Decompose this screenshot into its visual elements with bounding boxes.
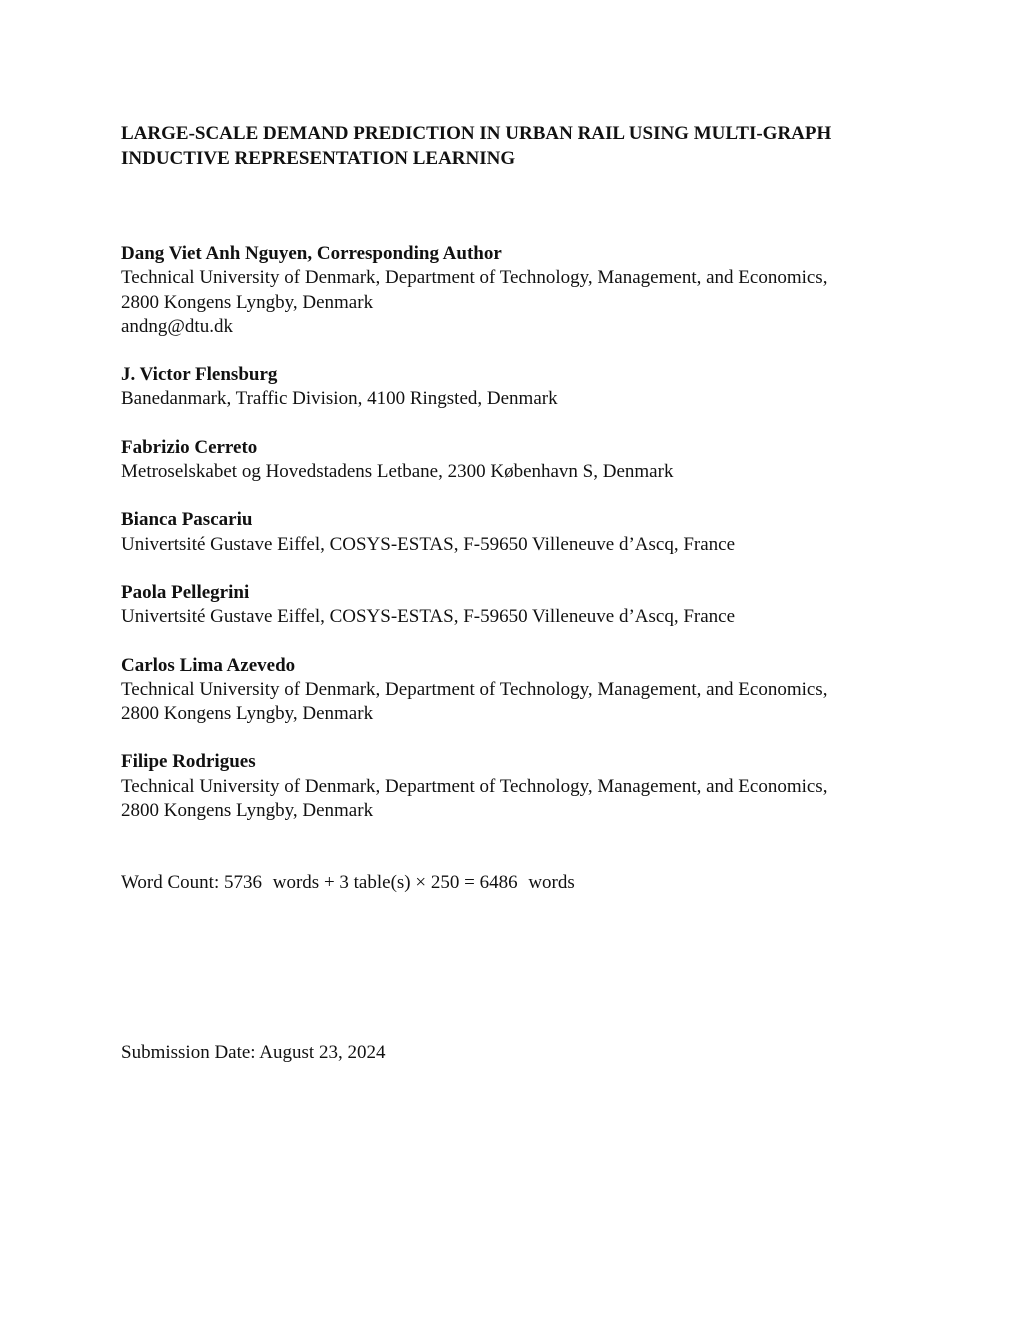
author-affiliation: Banedanmark, Traffic Division, 4100 Ringsted, Denmark bbox=[121, 388, 558, 410]
author-block bbox=[121, 242, 921, 339]
submission-date bbox=[121, 1040, 385, 1065]
paper-title-line-2: INDUCTIVE REPRESENTATION LEARNING bbox=[121, 148, 516, 169]
author-block bbox=[121, 654, 921, 727]
author-name: Carlos Lima Azevedo bbox=[121, 654, 296, 676]
word-count-label: Word Count: bbox=[121, 872, 220, 893]
author-affiliation: 2800 Kongens Lyngby, Denmark bbox=[121, 800, 374, 822]
word-count-total: 6486 bbox=[479, 872, 518, 893]
author-affiliation: Metroselskabet og Hovedstadens Letbane, 2300 København S, Denmark bbox=[121, 461, 674, 483]
author-block bbox=[121, 436, 921, 485]
author-name: J. Victor Flensburg bbox=[121, 364, 278, 386]
author-name: Dang Viet Anh Nguyen, Corresponding Author bbox=[121, 243, 502, 264]
submission-date-value: August 23, 2024 bbox=[259, 1042, 386, 1063]
author-list bbox=[121, 242, 921, 847]
author-affiliation: Univertsité Gustave Eiffel, COSYS-ESTAS, F-59650 Villeneuve d’Ascq, France bbox=[121, 606, 736, 628]
author-affiliation: 2800 Kongens Lyngby, Denmark bbox=[121, 703, 374, 725]
author-affiliation: 2800 Kongens Lyngby, Denmark bbox=[121, 291, 374, 313]
submission-date-label: Submission Date: bbox=[121, 1042, 256, 1063]
author-email: andng@dtu.dk bbox=[121, 315, 233, 337]
author-name: Paola Pellegrini bbox=[121, 581, 250, 603]
word-count-total-unit: words bbox=[528, 872, 575, 893]
author-affiliation: Technical University of Denmark, Department of Technology, Management, and Economics, bbox=[121, 678, 828, 700]
word-count-equals: = bbox=[464, 872, 475, 893]
paper-title-line-1: LARGE-SCALE DEMAND PREDICTION IN URBAN RAIL USING MULTI-GRAPH bbox=[121, 123, 832, 144]
word-count-plus: + bbox=[323, 872, 335, 893]
paper-title bbox=[121, 121, 921, 171]
author-block bbox=[121, 508, 921, 557]
paper-title-page bbox=[121, 0, 921, 1325]
author-affiliation: Technical University of Denmark, Department of Technology, Management, and Economics, bbox=[121, 775, 828, 797]
word-count-per-table: 250 bbox=[430, 872, 460, 893]
author-block bbox=[121, 750, 921, 823]
word-count-words-unit: words bbox=[272, 872, 320, 893]
word-count bbox=[121, 870, 575, 895]
word-count-tables-unit: table(s) bbox=[353, 872, 411, 893]
word-count-words: 5736 bbox=[223, 872, 262, 893]
author-affiliation: Technical University of Denmark, Department of Technology, Management, and Economics, bbox=[121, 267, 828, 289]
word-count-times: × bbox=[415, 872, 427, 893]
author-block bbox=[121, 363, 921, 412]
author-affiliation: Univertsité Gustave Eiffel, COSYS-ESTAS, F-59650 Villeneuve d’Ascq, France bbox=[121, 533, 736, 555]
author-block bbox=[121, 581, 921, 630]
word-count-tables: 3 bbox=[339, 872, 349, 893]
author-name: Bianca Pascariu bbox=[121, 509, 253, 531]
author-name: Filipe Rodrigues bbox=[121, 751, 256, 773]
author-name: Fabrizio Cerreto bbox=[121, 436, 258, 458]
